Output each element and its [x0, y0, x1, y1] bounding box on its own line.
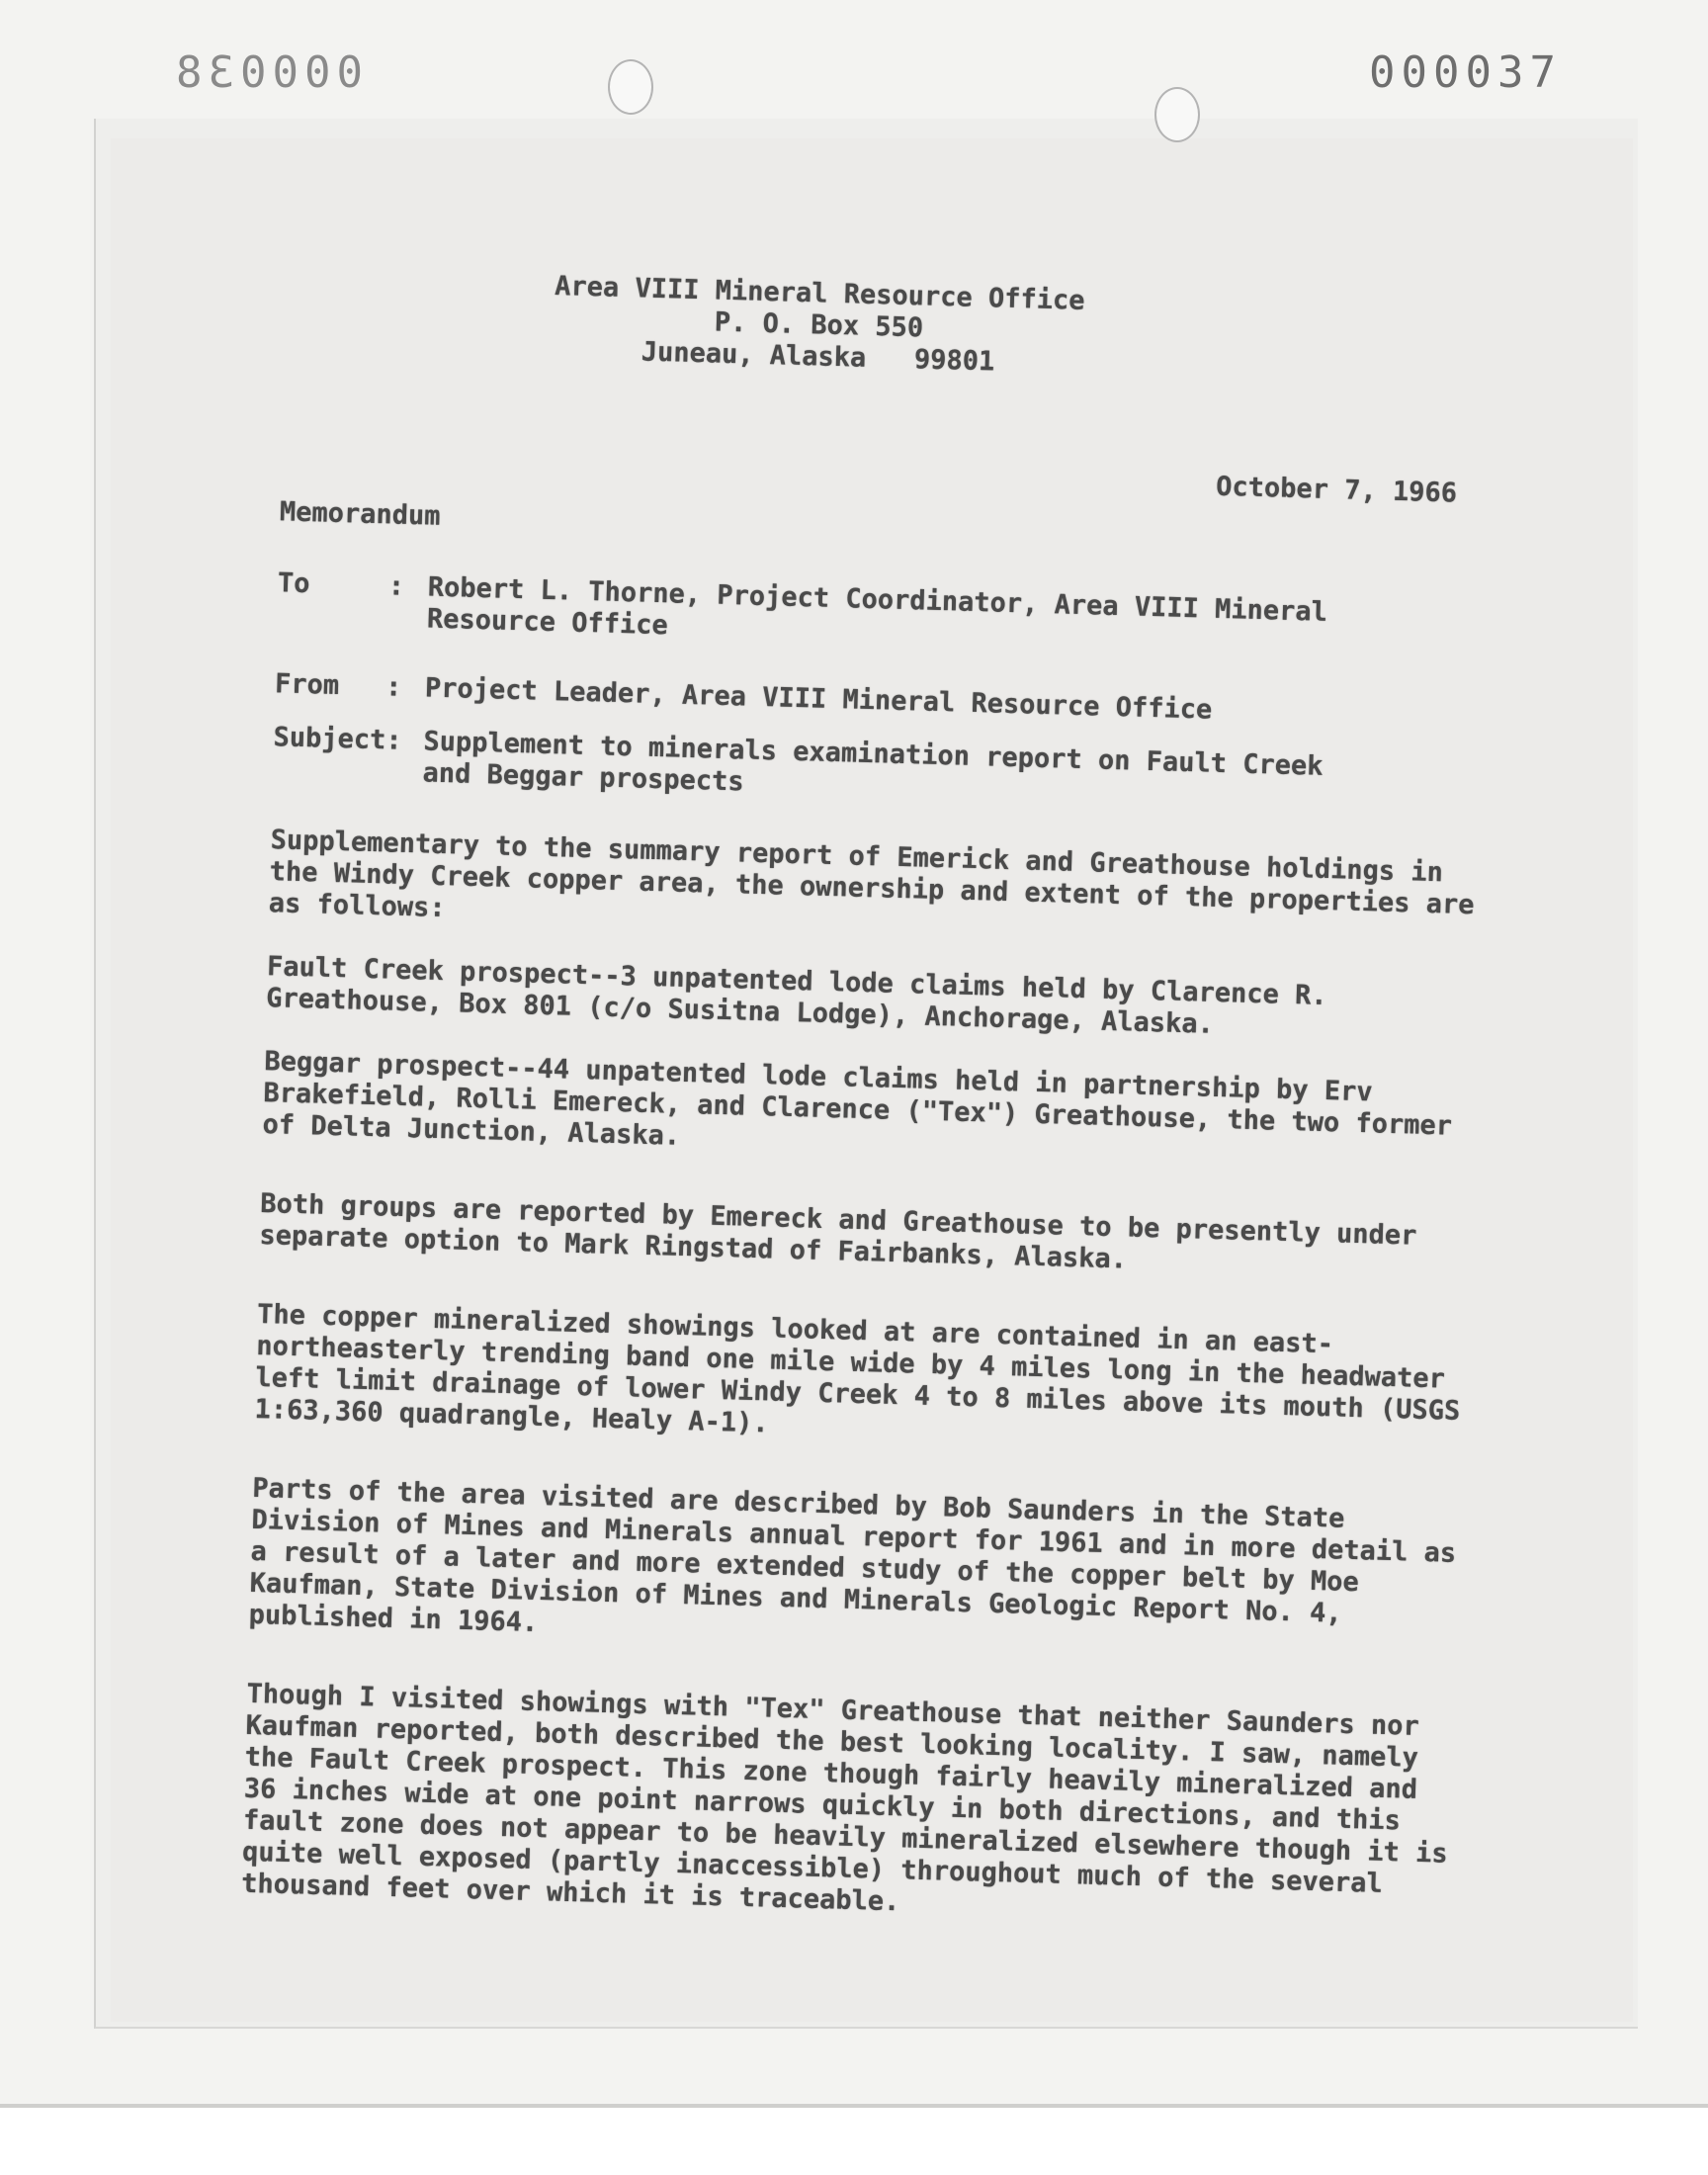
- page-number-stamp: 000037: [1369, 47, 1562, 98]
- paragraph-visited-showings: Though I visited showings with "Tex" Greathouse that neither Saunders nor Kaufman reported, both described the best looking locality. I saw, namely the Fault Creek prospect. This zone though fairly heavily mineralized and 36 inches wide at one point narrows quickly in both directions, and this fault zone does not appear to be heavily mineralized elsewhere though it is quite well exposed (partly inaccessible) throughout much of the several thousand feet over which it is traceable.: [240, 1678, 1449, 1918]
- bleed-through-page-number: 000038: [170, 47, 363, 98]
- to-label: To: [277, 567, 310, 600]
- scan-bottom-edge: [0, 2104, 1708, 2108]
- memo-label: Memorandum: [279, 496, 441, 532]
- memo-date: October 7, 1966: [1215, 471, 1458, 509]
- subject-value: Supplement to minerals examination report on Fault Creek and Beggar prospects: [422, 726, 1324, 798]
- punch-hole: [1154, 87, 1200, 142]
- from-label: From: [274, 668, 340, 702]
- letterhead-box: P. O. Box 550: [714, 306, 924, 344]
- subject-label: Subject:: [273, 722, 403, 756]
- paragraph-beggar: Beggar prospect--44 unpatented lode claims held in partnership by Erv Brakefield, Rolli Emereck, and Clarence ("Tex") Greathouse, the two former of Delta Junction, Alaska.: [262, 1046, 1453, 1152]
- paragraph-mineralized-band: The copper mineralized showings looked at are contained in an east-northeasterly trending band one mile wide by 4 miles long in the headwater left limit drainage of lower Windy Creek 4 to 8 miles above its mouth (USGS 1:63,360 quadrangle, Healy A-1).: [254, 1298, 1461, 1439]
- paragraph-option: Both groups are reported by Emereck and Greathouse to be presently under separate option to Mark Ringstad of Fairbanks, Alaska.: [259, 1188, 1417, 1275]
- paragraph-fault-creek: Fault Creek prospect--3 unpatented lode claims held by Clarence R. Greathouse, Box 801 (c/o Susitna Lodge), Anchorage, Alaska.: [265, 951, 1327, 1040]
- from-field: [275, 668, 1510, 735]
- paragraph-saunders-kaufman: Parts of the area visited are described by Bob Saunders in the State Division of Mines and Minerals annual report for 1961 and in more detail as a result of a later and more extended study of the copper belt by Moe Kaufman, State Division of Mines and Minerals Geologic Report No. 4, published in 1964.: [248, 1472, 1457, 1639]
- memo-body: [241, 825, 1487, 1934]
- to-value: Robert L. Thorne, Project Coordinator, Area VIII Mineral Resource Office: [426, 571, 1328, 642]
- punch-hole: [608, 59, 653, 115]
- memo-document: [192, 262, 1522, 1935]
- field-colon: :: [387, 570, 405, 602]
- field-colon: :: [384, 671, 402, 703]
- from-value: Project Leader, Area VIII Mineral Resource Office: [424, 672, 1213, 726]
- letterhead-city: Juneau, Alaska 99801: [640, 336, 995, 378]
- paragraph-intro: Supplementary to the summary report of Emerick and Greathouse holdings in the Windy Creek copper area, the ownership and extent of the properties are as follows:: [268, 825, 1475, 924]
- to-field: [277, 567, 1513, 665]
- subject-field: [272, 722, 1508, 820]
- letterhead-office: Area VIII Mineral Resource Office: [554, 270, 1085, 316]
